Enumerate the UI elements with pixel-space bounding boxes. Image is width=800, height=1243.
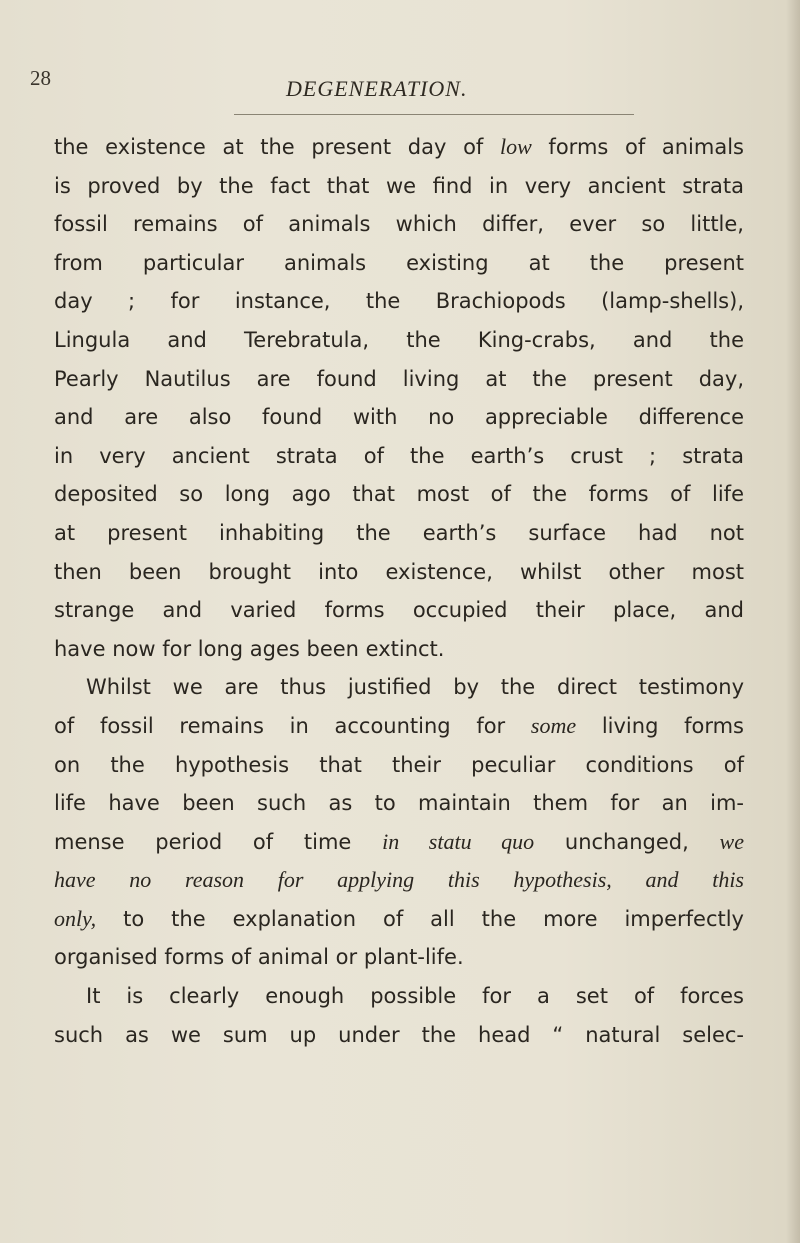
- text-line: [54, 282, 744, 321]
- text-segment: of fossil remains in accounting for: [54, 713, 531, 738]
- text-segment: in very ancient strata of the earth’s crust ; strata: [54, 443, 744, 468]
- text-line: [54, 977, 744, 1016]
- text-line: [54, 244, 744, 283]
- text-segment: Lingula and Terebratula, the King-crabs, and the: [54, 327, 744, 352]
- text-line: [54, 707, 744, 746]
- page-edge-shadow: [786, 0, 800, 1243]
- text-segment: have now for long ages been extinct.: [54, 636, 445, 661]
- text-segment: life have been such as to maintain them for an im-: [54, 791, 744, 816]
- body-text: [54, 128, 744, 1054]
- italic-text: low: [499, 134, 532, 159]
- text-line: [54, 398, 744, 437]
- text-segment: unchanged,: [534, 829, 720, 854]
- text-segment: Whilst we are thus justified by the direct testimony: [86, 675, 744, 700]
- text-line: [54, 321, 744, 360]
- text-line: [54, 630, 744, 669]
- text-line: [54, 360, 744, 399]
- text-line: [54, 938, 744, 977]
- text-segment: on the hypothesis that their peculiar conditions of: [54, 752, 744, 777]
- text-segment: deposited so long ago that most of the forms of life: [54, 482, 744, 507]
- page-number: 28: [30, 66, 51, 90]
- text-line: [54, 205, 744, 244]
- text-line: [54, 668, 744, 707]
- italic-text: we: [719, 828, 744, 854]
- text-segment: strange and varied forms occupied their place, and: [54, 598, 744, 623]
- text-segment: to the explanation of all the more imperfectly: [96, 906, 744, 931]
- text-segment: day ; for instance, the Brachiopods (lamp-shells),: [54, 289, 744, 314]
- text-line: [54, 1016, 744, 1055]
- text-line: [54, 128, 744, 167]
- text-line: [54, 475, 744, 514]
- text-line: [54, 900, 744, 939]
- text-segment: It is clearly enough possible for a set of forces: [86, 984, 744, 1009]
- text-segment: from particular animals existing at the present: [54, 250, 744, 275]
- text-line: [54, 746, 744, 785]
- italic-text: only,: [54, 905, 97, 931]
- text-segment: such as we sum up under the head “ natural selec-: [54, 1022, 744, 1047]
- text-segment: at present inhabiting the earth’s surface had not: [54, 520, 744, 545]
- text-line: [54, 553, 744, 592]
- text-segment: living forms: [576, 713, 745, 738]
- text-segment: Pearly Nautilus are found living at the present day,: [54, 366, 744, 391]
- text-line: [54, 591, 744, 630]
- italic-text: in statu quo: [382, 828, 535, 854]
- text-segment: then been brought into existence, whilst other most: [54, 559, 744, 584]
- text-segment: and are also found with no appreciable difference: [54, 405, 744, 430]
- running-title: DEGENERATION.: [286, 76, 468, 101]
- text-segment: organised forms of animal or plant-life.: [54, 945, 464, 970]
- italic-text: have no reason for applying this hypothesis, and this: [54, 867, 744, 893]
- text-line: [54, 823, 744, 862]
- text-segment: forms of animals: [531, 135, 744, 159]
- text-line: [54, 861, 744, 900]
- text-line: [54, 437, 744, 476]
- text-line: [54, 167, 744, 206]
- text-segment: fossil remains of animals which differ, ever so little,: [54, 212, 744, 237]
- text-segment: mense period of time: [54, 829, 383, 854]
- italic-text: some: [530, 712, 577, 738]
- text-segment: is proved by the fact that we find in very ancient strata: [54, 173, 744, 198]
- text-line: [54, 784, 744, 823]
- text-line: [54, 514, 744, 553]
- header-rule: [234, 114, 634, 115]
- text-segment: the existence at the present day of: [54, 135, 500, 159]
